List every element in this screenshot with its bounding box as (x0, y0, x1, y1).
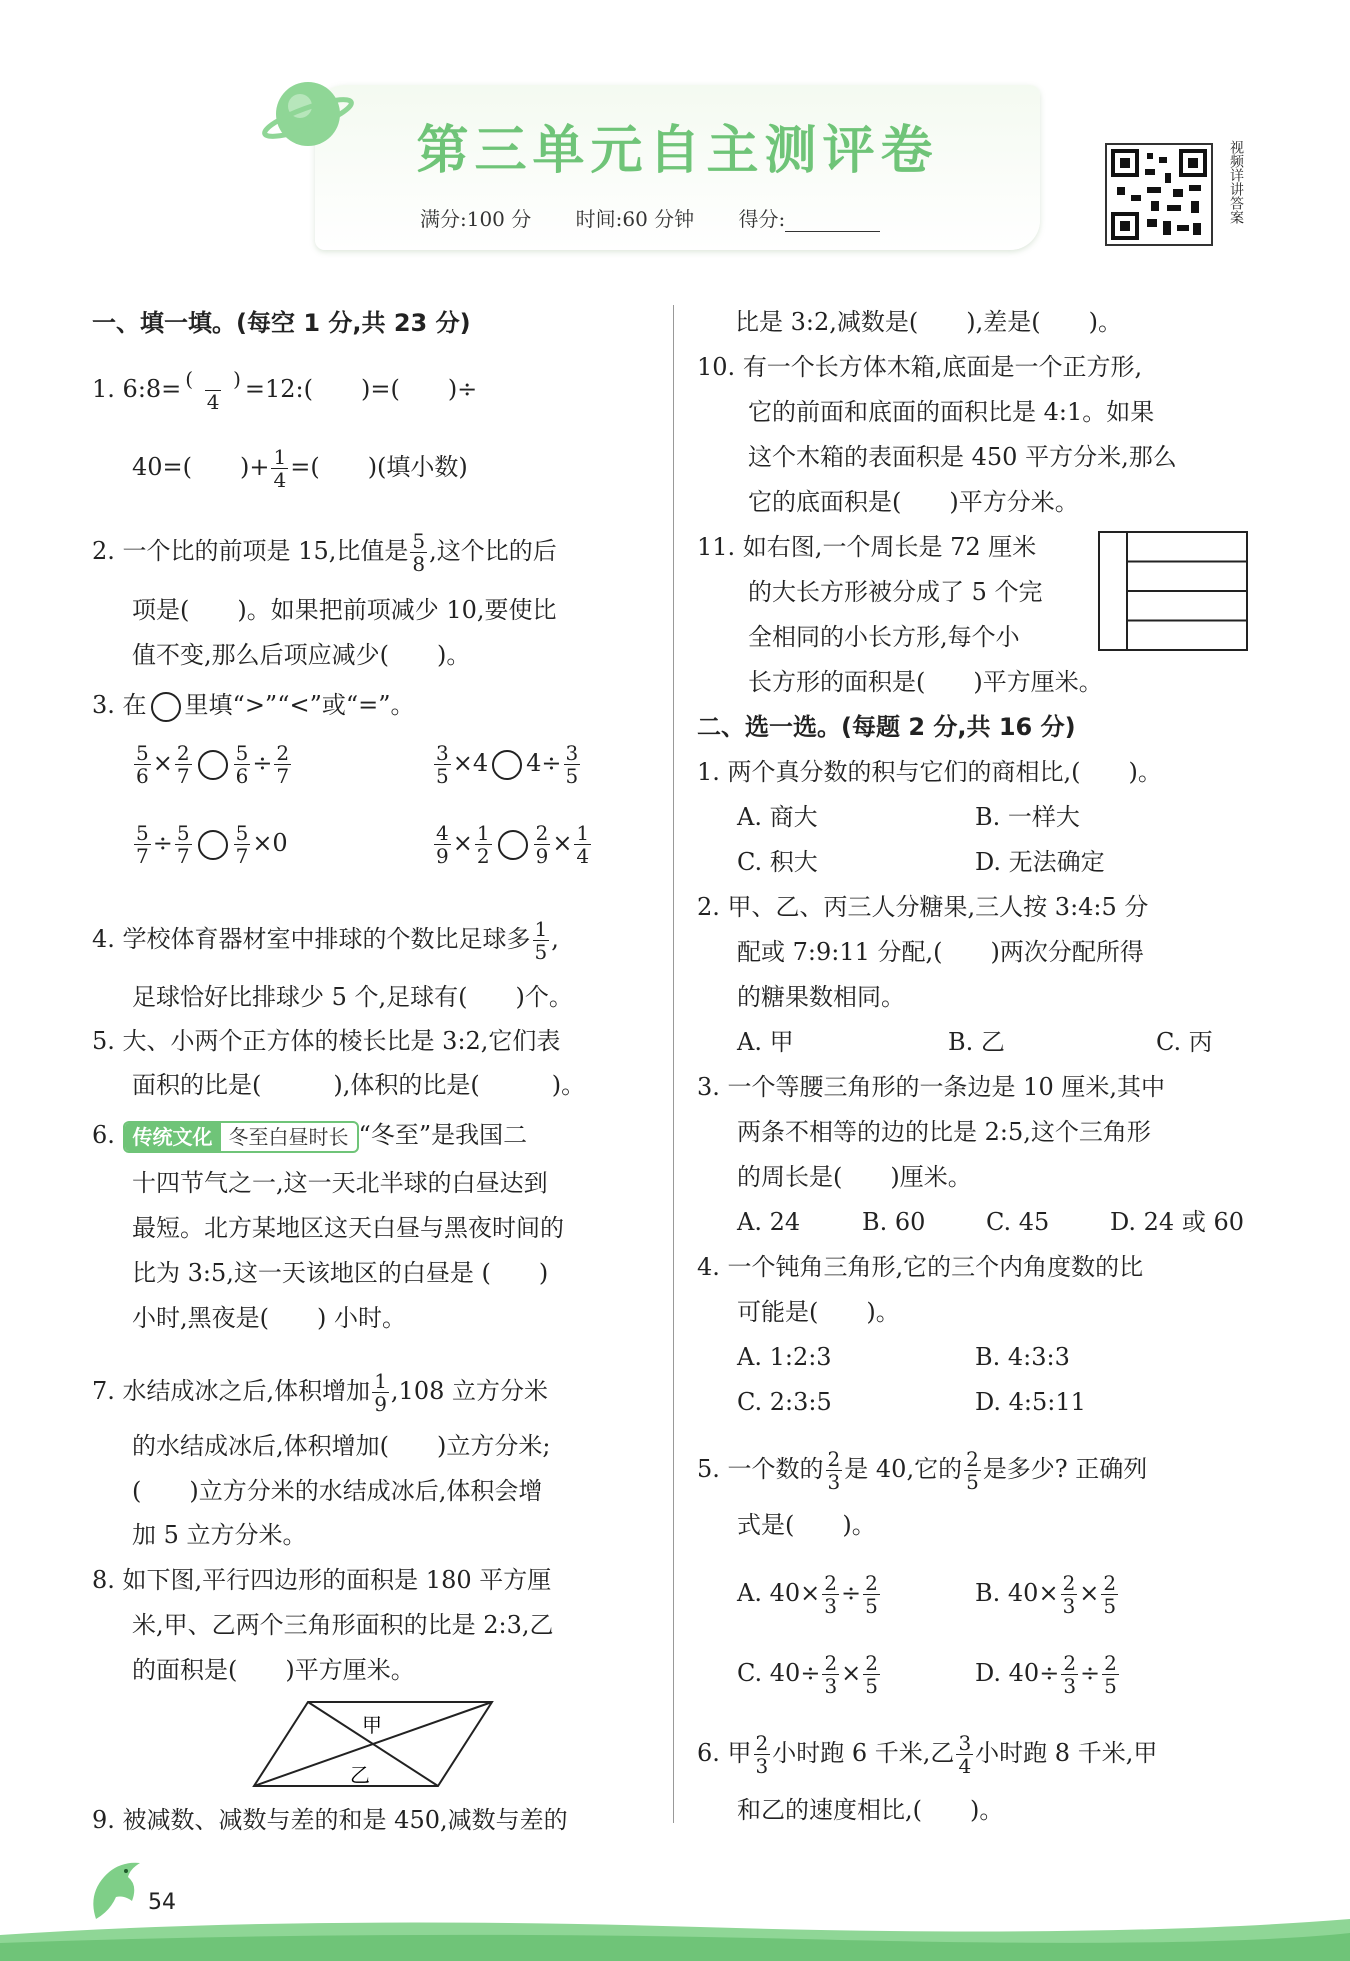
qr-code-icon[interactable] (1105, 143, 1213, 246)
question-6-line-4: 比为 3:5,这一天该地区的白昼是 ( ) (132, 1259, 549, 1287)
question-8-line-3: 的面积是( )平方厘米。 (132, 1656, 415, 1684)
choice-4-option-d[interactable]: D. 4:5:11 (975, 1388, 1086, 1416)
question-10-line-1: 10. 有一个长方体木箱,底面是一个正方形, (697, 353, 1143, 381)
page-number: 54 (148, 1890, 176, 1915)
question-6-line-2: 十四节气之一,这一天北半球的白昼达到 (132, 1169, 548, 1197)
compare-circle-icon[interactable] (198, 750, 228, 780)
question-2-line-1: 2. 一个比的前项是 15,比值是 $\frac{5}{8}$ ,这个比的后 (92, 529, 557, 576)
choice-1-option-a[interactable]: A. 商大 (737, 803, 818, 831)
choice-3-option-a[interactable]: A. 24 (737, 1208, 801, 1236)
choice-5-line-2: 式是( )。 (737, 1511, 876, 1539)
choice-3-line-1: 3. 一个等腰三角形的一条边是 10 厘米,其中 (697, 1073, 1165, 1101)
choice-5-option-c[interactable]: C. 40÷ $\frac{2}{3}$ × $\frac{2}{5}$ (737, 1651, 879, 1698)
choice-4-option-c[interactable]: C. 2:3:5 (737, 1388, 832, 1416)
question-3-instruction: 3. 在 里填“>”“<”或“=”。 (92, 690, 415, 722)
compare-circle-icon[interactable] (492, 750, 522, 780)
choice-5-option-b[interactable]: B. 40× $\frac{2}{3}$ × $\frac{2}{5}$ (975, 1571, 1117, 1618)
choice-1-question: 1. 两个真分数的积与它们的商相比,( )。 (697, 758, 1162, 786)
question-8-line-1: 8. 如下图,平行四边形的面积是 180 平方厘 (92, 1566, 552, 1594)
question-5-line-2: 面积的比是( ),体积的比是( )。 (132, 1071, 586, 1099)
page-title: 第三单元自主测评卷 (416, 121, 939, 181)
question-2-line-3: 值不变,那么后项应减少( )。 (132, 641, 471, 669)
culture-tag: 传统文化 冬至白昼时长 (123, 1121, 359, 1153)
choice-2-line-3: 的糖果数相同。 (737, 983, 905, 1011)
triangle-yi-label: 乙 (350, 1763, 370, 1787)
question-6-line-1: 6. 传统文化 冬至白昼时长 “冬至”是我国二 (92, 1120, 527, 1153)
question-7-line-2: 的水结成冰后,体积增加( )立方分米; (132, 1432, 551, 1460)
choice-2-option-c[interactable]: C. 丙 (1156, 1028, 1213, 1056)
choice-3-line-3: 的周长是( )厘米。 (737, 1163, 972, 1191)
choice-4-option-b[interactable]: B. 4:3:3 (975, 1343, 1070, 1371)
choice-4-option-a[interactable]: A. 1:2:3 (737, 1343, 832, 1371)
question-7-line-4: 加 5 立方分米。 (132, 1521, 307, 1549)
choice-2-line-2: 配或 7:9:11 分配,( )两次分配所得 (737, 938, 1144, 966)
question-7-line-1: 7. 水结成冰之后,体积增加 $\frac{1}{9}$ ,108 立方分米 (92, 1369, 548, 1416)
question-9-line-2: 比是 3:2,减数是( ),差是( )。 (735, 308, 1122, 336)
choice-2-line-1: 2. 甲、乙、丙三人分糖果,三人按 3:4:5 分 (697, 893, 1149, 921)
full-score: 满分:100 分 (420, 207, 532, 231)
question-4-line-2: 足球恰好比排球少 5 个,足球有( )个。 (132, 983, 573, 1011)
compare-circle-icon[interactable] (498, 830, 528, 860)
choice-1-option-b[interactable]: B. 一样大 (975, 803, 1080, 831)
question-11-line-3: 全相同的小长方形,每个小 (748, 623, 1020, 651)
qr-label: 视频详讲答案 (1228, 140, 1244, 224)
compare-circle-icon (151, 692, 181, 722)
footer-wave (0, 1905, 1350, 1961)
question-8-line-2: 米,甲、乙两个三角形面积的比是 2:3,乙 (132, 1611, 554, 1639)
score-line (420, 203, 918, 232)
question-3-row-1-right: $\frac{3}{5}$ ×4 4÷ $\frac{3}{5}$ (436, 741, 579, 788)
question-4-line-1: 4. 学校体育器材室中排球的个数比足球多 $\frac{1}{5}$ , (92, 917, 559, 964)
question-1-line-2: 40=( )+ $\frac{1}{4}$ =( )(填小数) (132, 445, 468, 492)
column-divider (673, 305, 674, 1823)
choice-1-option-d[interactable]: D. 无法确定 (975, 848, 1105, 876)
choice-3-option-d[interactable]: D. 24 或 60 (1110, 1208, 1244, 1236)
choice-1-option-c[interactable]: C. 积大 (737, 848, 818, 876)
parallelogram-figure (250, 1698, 496, 1790)
question-10-line-3: 这个木箱的表面积是 450 平方分米,那么 (748, 443, 1177, 471)
score-label: 得分: (738, 207, 786, 231)
question-3-row-1-left: $\frac{5}{6}$ × $\frac{2}{7}$ $\frac{5}{6}$ ÷ $\frac{2}{7}$ (136, 741, 290, 788)
choice-2-option-a[interactable]: A. 甲 (737, 1028, 794, 1056)
question-3-row-2-left: $\frac{5}{7}$ ÷ $\frac{5}{7}$ $\frac{5}{7}$ ×0 (136, 821, 288, 868)
score-blank[interactable] (785, 213, 880, 232)
section-2-heading: 二、选一选。(每题 2 分,共 16 分) (697, 713, 1076, 741)
dolphin-icon (82, 1855, 146, 1927)
choice-5-option-a[interactable]: A. 40× $\frac{2}{3}$ ÷ $\frac{2}{5}$ (737, 1571, 878, 1618)
question-5-line-1: 5. 大、小两个正方体的棱长比是 3:2,它们表 (92, 1027, 561, 1055)
question-7-line-3: ( )立方分米的水结成冰后,体积会增 (132, 1477, 543, 1505)
choice-3-option-b[interactable]: B. 60 (862, 1208, 926, 1236)
question-10-line-4: 它的底面积是( )平方分米。 (748, 488, 1079, 516)
choice-6-line-2: 和乙的速度相比,( )。 (737, 1796, 1004, 1824)
choice-3-option-c[interactable]: C. 45 (986, 1208, 1050, 1236)
question-11-line-1: 11. 如右图,一个周长是 72 厘米 (697, 533, 1037, 561)
question-11-line-4: 长方形的面积是( )平方厘米。 (748, 668, 1103, 696)
question-10-line-2: 它的前面和底面的面积比是 4:1。如果 (748, 398, 1155, 426)
compare-circle-icon[interactable] (198, 830, 228, 860)
choice-2-option-b[interactable]: B. 乙 (948, 1028, 1005, 1056)
choice-3-line-2: 两条不相等的边的比是 2:5,这个三角形 (737, 1118, 1151, 1146)
triangle-jia-label: 甲 (362, 1713, 382, 1737)
question-1-line-1: 1. 6:8= $\frac{( )}{4}$ =12:( )=( )÷ (92, 367, 478, 414)
choice-4-line-2: 可能是( )。 (737, 1298, 900, 1326)
choice-4-line-1: 4. 一个钝角三角形,它的三个内角度数的比 (697, 1253, 1144, 1281)
section-1-heading: 一、填一填。(每空 1 分,共 23 分) (92, 309, 471, 337)
question-6-line-3: 最短。北方某地区这天白昼与黑夜时间的 (132, 1214, 564, 1242)
choice-6-line-1: 6. 甲 $\frac{2}{3}$ 小时跑 6 千米,乙 $\frac{3}{4}$ 小时跑 8 千米,甲 (697, 1731, 1158, 1778)
choice-5-option-d[interactable]: D. 40÷ $\frac{2}{3}$ ÷ $\frac{2}{5}$ (975, 1651, 1117, 1698)
choice-5-line-1: 5. 一个数的 $\frac{2}{3}$ 是 40,它的 $\frac{2}{5}$ 是多少? 正确列 (697, 1447, 1148, 1494)
question-2-line-2: 项是( )。如果把前项减少 10,要使比 (132, 596, 557, 624)
question-3-row-2-right: $\frac{4}{9}$ × $\frac{1}{2}$ $\frac{2}{9}$ × $\frac{1}{4}$ (436, 821, 590, 868)
rectangle-figure (1097, 530, 1249, 652)
question-9-line-1: 9. 被减数、减数与差的和是 450,减数与差的 (92, 1806, 568, 1834)
question-11-line-2: 的大长方形被分成了 5 个完 (748, 578, 1043, 606)
question-6-line-5: 小时,黑夜是( ) 小时。 (132, 1304, 406, 1332)
time-limit: 时间:60 分钟 (575, 207, 695, 231)
